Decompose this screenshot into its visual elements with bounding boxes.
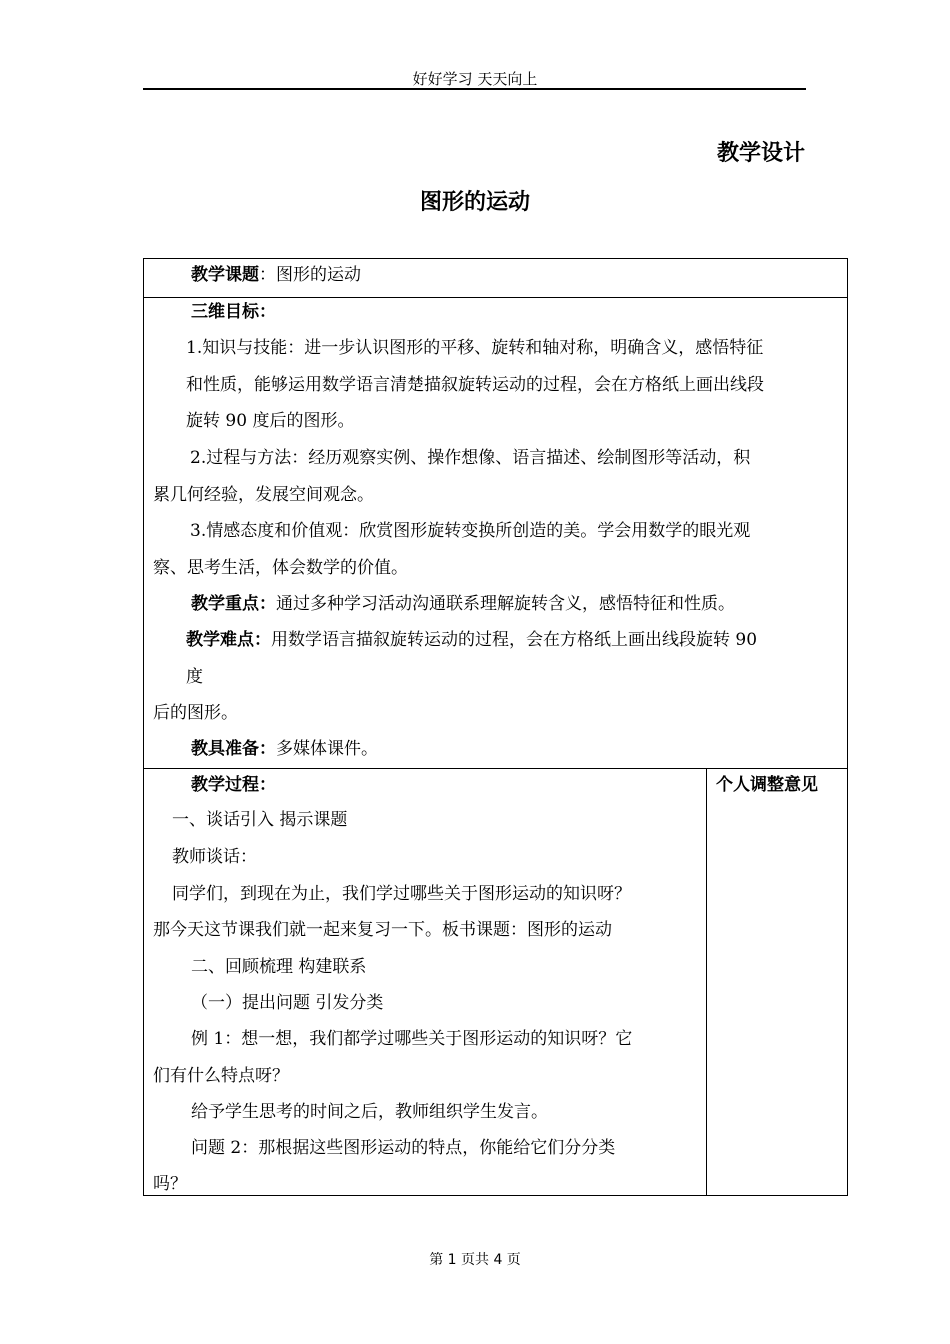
process-line: 一、谈话引入 揭示课题 — [172, 810, 348, 830]
process-line: 例 1：想一想，我们都学过哪些关于图形运动的知识呀？它 — [191, 1029, 633, 1049]
difficulty-continuation: 度 — [186, 667, 203, 687]
page-header: 好好学习 天天向上 — [412, 70, 538, 88]
process-line: 问题 2：那根据这些图形运动的特点，你能给它们分分类 — [191, 1138, 616, 1158]
key-point-label: 教学重点： — [191, 594, 276, 614]
header-divider — [143, 88, 806, 90]
difficulty-label: 教学难点： — [186, 630, 271, 650]
process-line: 教师谈话： — [172, 847, 257, 867]
document-type: 教学设计 — [716, 141, 805, 166]
objective-process-line: 2.过程与方法：经历观察实例、操作想像、语言描述、绘制图形等活动，积 — [190, 448, 751, 468]
lesson-value: 图形的运动 — [276, 265, 361, 285]
lesson-line — [191, 263, 361, 287]
difficulty-continuation: 后的图形。 — [153, 703, 238, 723]
document-title: 图形的运动 — [419, 190, 530, 215]
difficulty-value: 用数学语言描叙旋转运动的过程，会在方格纸上画出线段旋转 90 — [271, 630, 758, 650]
objectives-label: 三维目标： — [191, 302, 276, 322]
key-point-value: 通过多种学习活动沟通联系理解旋转含义，感悟特征和性质。 — [276, 594, 735, 614]
process-line: 那今天这节课我们就一起来复习一下。板书课题：图形的运动 — [153, 920, 612, 940]
difficulty — [186, 628, 757, 652]
lesson-label: 教学课题 — [191, 265, 259, 285]
process-line: 吗？ — [153, 1174, 187, 1194]
tools-value: 多媒体课件。 — [276, 739, 378, 759]
page-footer: 第 1 页共 4 页 — [429, 1252, 521, 1268]
process-line: （一）提出问题 引发分类 — [191, 993, 384, 1013]
side-column-label: 个人调整意见 — [716, 775, 818, 795]
objective-emotion-line: 3.情感态度和价值观：欣赏图形旋转变换所创造的美。学会用数学的眼光观 — [190, 521, 751, 541]
lesson-separator: ： — [259, 265, 276, 285]
process-cell — [143, 768, 707, 1196]
objective-process-line: 累几何经验，发展空间观念。 — [153, 485, 374, 505]
objective-knowledge-line: 旋转 90 度后的图形。 — [186, 411, 355, 431]
key-point — [191, 592, 735, 616]
objective-knowledge-line: 1.知识与技能：进一步认识图形的平移、旋转和轴对称，明确含义，感悟特征 — [186, 338, 764, 358]
process-line: 二、回顾梳理 构建联系 — [191, 957, 367, 977]
objective-emotion-line: 察、思考生活，体会数学的价值。 — [153, 558, 408, 578]
side-column-cell — [706, 768, 848, 1196]
process-line: 同学们，到现在为止，我们学过哪些关于图形运动的知识呀？ — [172, 884, 631, 904]
tools-label: 教具准备： — [191, 739, 276, 759]
objective-knowledge-line: 和性质，能够运用数学语言清楚描叙旋转运动的过程，会在方格纸上画出线段 — [186, 375, 764, 395]
tools — [191, 737, 378, 761]
process-line: 给予学生思考的时间之后，教师组织学生发言。 — [191, 1102, 548, 1122]
process-line: 们有什么特点呀？ — [153, 1066, 289, 1086]
process-label: 教学过程： — [191, 775, 276, 795]
